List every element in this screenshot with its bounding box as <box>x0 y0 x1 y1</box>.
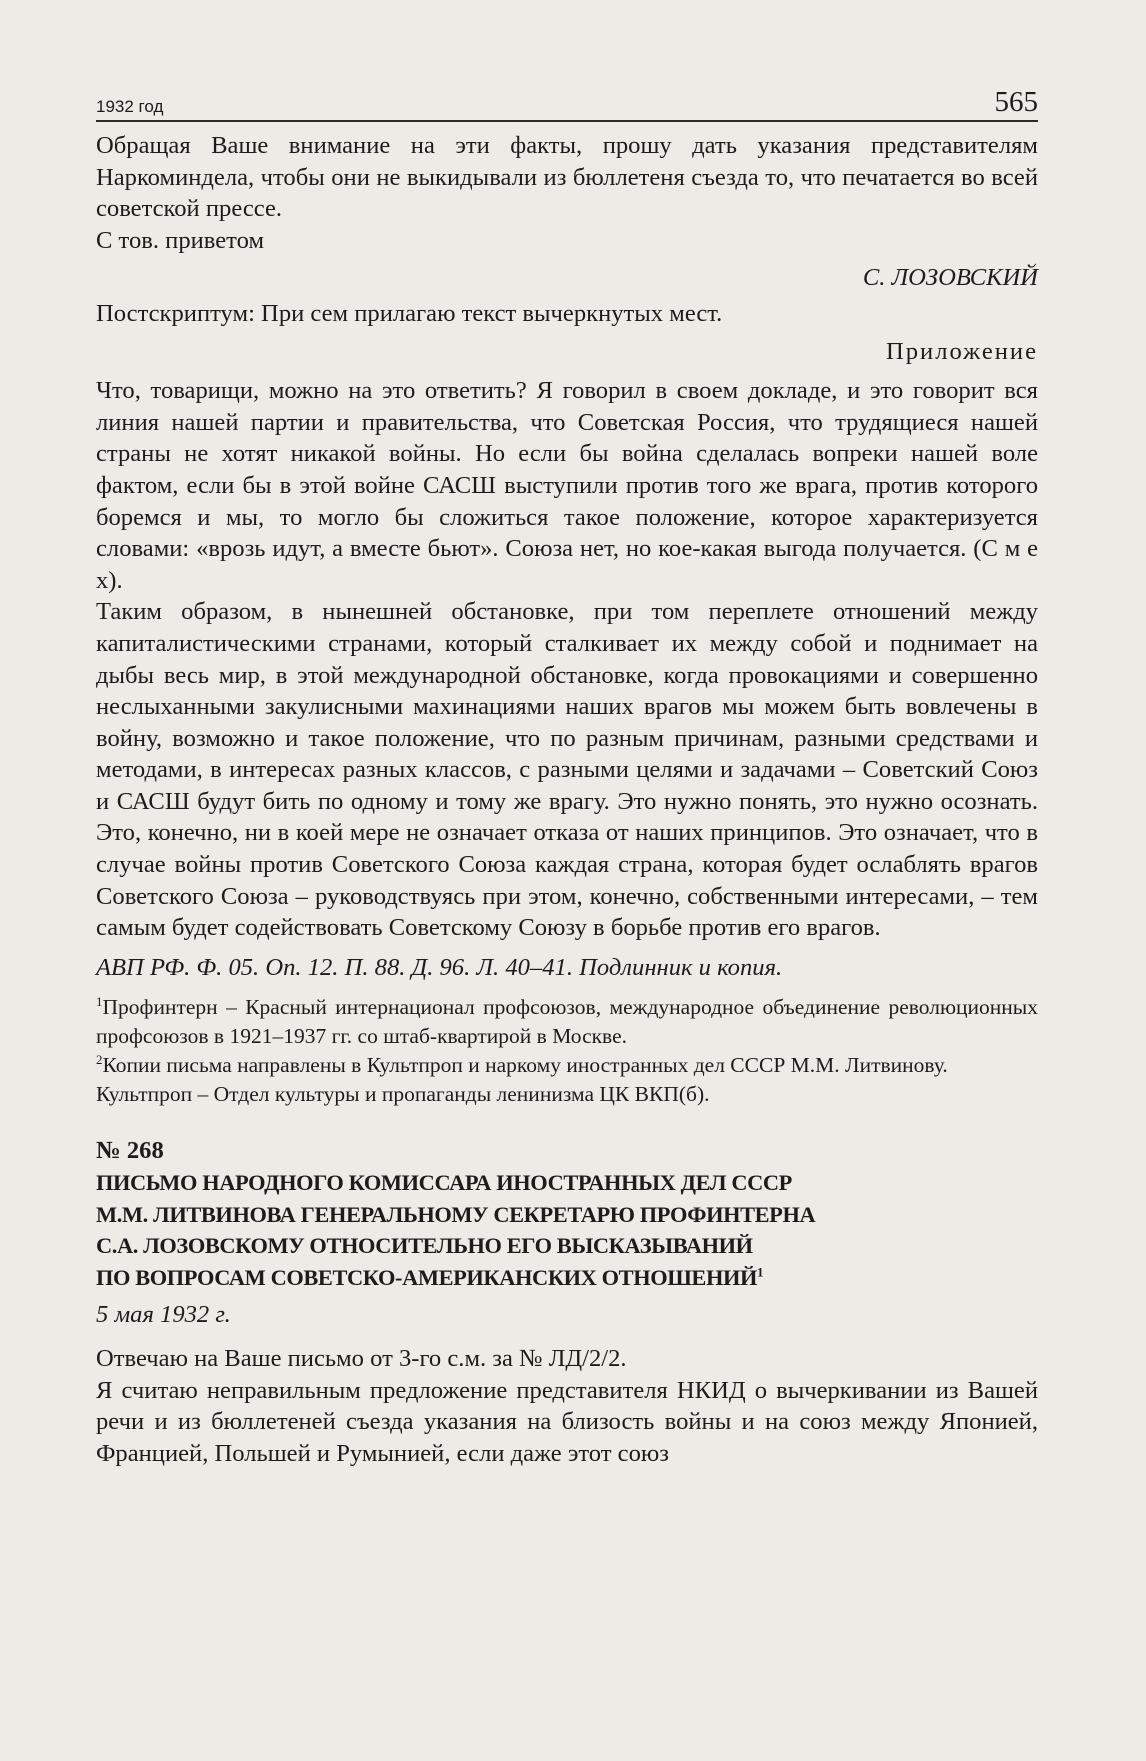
letter-closing-paragraph: Обращая Ваше внимание на эти факты, прошу дать указания представителям Наркоминдела, чтобы они не выкидывали из бюллетеня съезда то, что печатается во всей советской прессе. <box>96 132 1038 223</box>
appendix-paragraph: Таким образом, в нынешней обстановке, при том переплете отношений между капиталистическими странами, который сталкивает их между собой и поднимает на дыбы весь мир, в этой международной обстановке, когда провокациями и совершенно неслыханными закулисными махинациями наших врагов мы можем быть вовлечены в войну, возможно и такое положение, что по разным причинам, разными средствами и методами, в интересах разных классов, с разными целями и задачами – Советский Союз и САСШ будут бить по одному и тому же врагу. Это нужно понять, это нужно осознать. Это, конечно, ни в коей мере не означает отказа от наших принципов. Это означает, что в случае войны против Советского Союза каждая страна, которая будет ослаблять врагов Советского Союза – руководствуясь при этом, конечно, собственными интересами, – тем самым будет содействовать Советскому Союзу в борьбе против его врагов. <box>96 598 1038 942</box>
footnote <box>96 993 1038 1051</box>
document-title-line: С.А. ЛОЗОВСКОМУ ОТНОСИТЕЛЬНО ЕГО ВЫСКАЗЫВАНИЙ <box>96 1233 753 1259</box>
document-title-line: М.М. ЛИТВИНОВА ГЕНЕРАЛЬНОМУ СЕКРЕТАРЮ ПРОФИНТЕРНА <box>96 1201 816 1227</box>
document-paragraph: Я считаю неправильным предложение представителя НКИД о вычеркивании из Вашей речи и из бюллетеней съезда указания на близость войны и на союз между Японией, Францией, Польшей и Румынией, если даже этот союз <box>96 1376 1038 1467</box>
document-date: 5 мая 1932 г. <box>96 1301 231 1329</box>
running-head-year: 1932 год <box>96 97 164 116</box>
footnote-text: Культпроп – Отдел культуры и пропаганды ленинизма ЦК ВКП(б). <box>96 1082 710 1107</box>
footnote-mark: 2 <box>96 1052 103 1068</box>
footnote-mark: 1 <box>96 994 103 1010</box>
footnote <box>96 1051 1038 1080</box>
signature: С. ЛОЗОВСКИЙ <box>862 264 1038 292</box>
footnote-mark: 1 <box>757 1264 764 1280</box>
document-number: № 268 <box>96 1137 164 1165</box>
footnote <box>96 1080 1038 1109</box>
greeting: С тов. приветом <box>96 226 265 254</box>
appendix-label: Приложение <box>886 337 1038 365</box>
document-title <box>96 1167 1038 1293</box>
page-number: 565 <box>994 86 1038 118</box>
document-title-line-text: ПО ВОПРОСАМ СОВЕТСКО-АМЕРИКАНСКИХ ОТНОШЕНИЙ <box>96 1264 757 1290</box>
postscript: Постскриптум: При сем прилагаю текст вычеркнутых мест. <box>96 299 723 327</box>
footnote-text: Профинтерн – Красный интернационал профсоюзов, международное объединение революционных профсоюзов в 1921–1937 гг. со штаб-квартирой в Москве. <box>96 995 1038 1049</box>
document-title-line: ПИСЬМО НАРОДНОГО КОМИССАРА ИНОСТРАННЫХ ДЕЛ СССР <box>96 1170 792 1196</box>
running-head <box>96 88 1038 122</box>
document-title-line <box>96 1262 1038 1294</box>
footnote-text: Копии письма направлены в Культпроп и наркому иностранных дел СССР М.М. Литвинову. <box>102 1053 948 1078</box>
document-paragraph: Отвечаю на Ваше письмо от 3-го с.м. за № ЛД/2/2. <box>96 1345 627 1372</box>
appendix-paragraph: Что, товарищи, можно на это ответить? Я говорил в своем докладе, и это говорит вся линия нашей партии и правительства, что Советская Россия, что трудящиеся нашей страны не хотят никакой войны. Но если бы война сделалась вопреки нашей воле фактом, если бы в этой войне САСШ выступили против того же врага, против которого боремся и мы, то могло бы сложиться такое положение, которое характеризуется словами: «врозь идут, а вместе бьют». Союза нет, но кое-какая выгода получается. (С м е х). <box>96 377 1038 594</box>
archive-source: АВП РФ. Ф. 05. Оп. 12. П. 88. Д. 96. Л. 40–41. Подлинник и копия. <box>96 953 783 981</box>
